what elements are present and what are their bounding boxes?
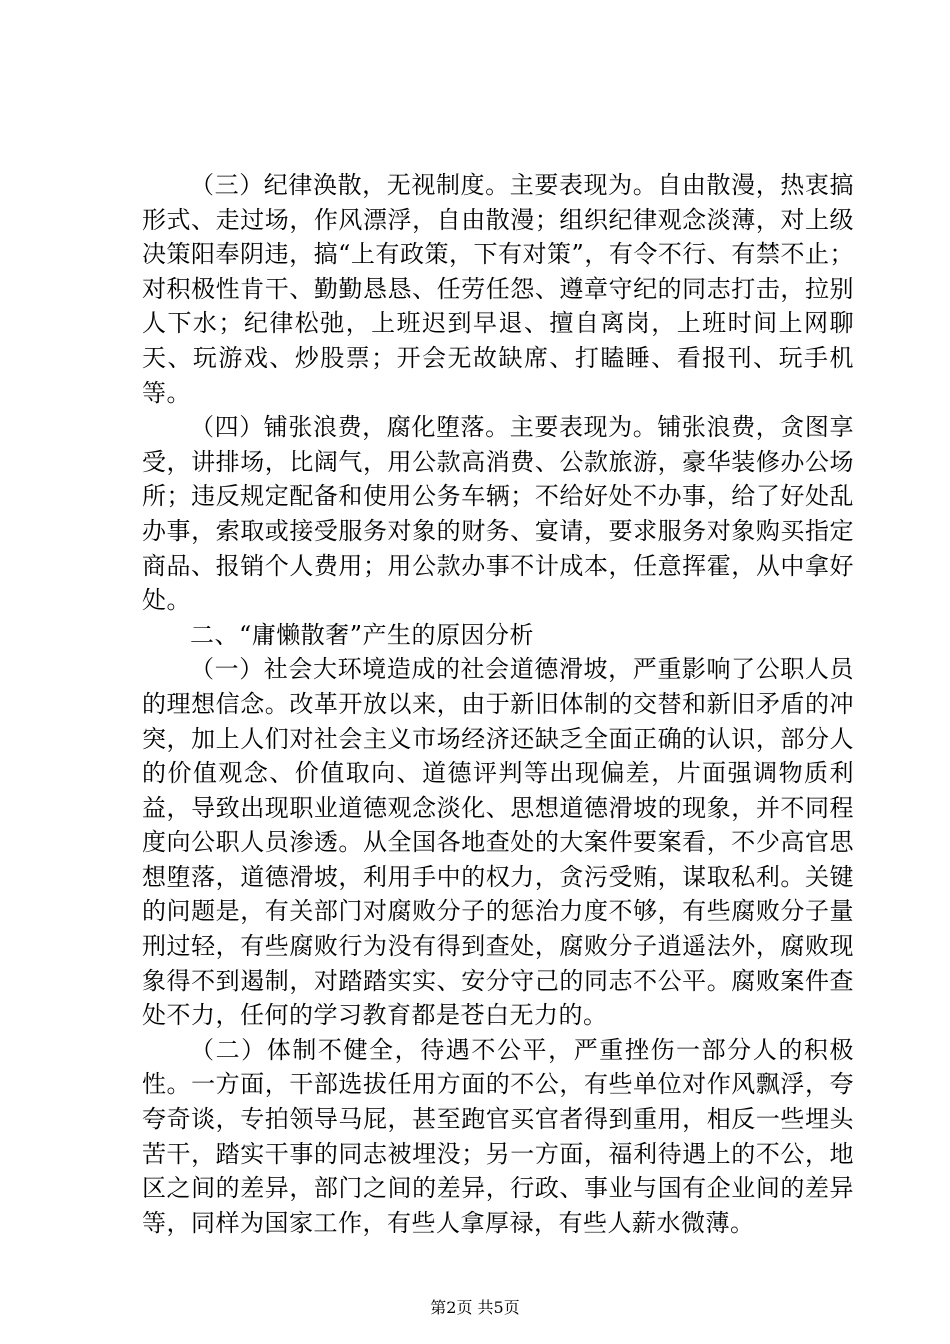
paragraph-discipline-lax: （三）纪律涣散，无视制度。主要表现为。自由散漫，热衷搞形式、走过场，作风漂浮，自由散漫；组织纪律观念淡薄，对上级决策阳奉阴违，搞“上有政策，下有对策”，有令不行、有禁不止；对积极性肯干、勤勤恳恳、任劳任怨、遵章守纪的同志打击，拉别人下水；纪律松弛，上班迟到早退、擅自离岗，上班时间上网聊天、玩游戏、炒股票；开会无故缺席、打瞌睡、看报刊、玩手机等。: [142, 171, 854, 407]
paragraph-social-environment: （一）社会大环境造成的社会道德滑坡，严重影响了公职人员的理想信念。改革开放以来，由于新旧体制的交替和新旧矛盾的冲突，加上人们对社会主义市场经济还缺乏全面正确的认识，部分人的价值观念、价值取向、道德评判等出现偏差，片面强调物质利益，导致出现职业道德观念淡化、思想道德滑坡的现象，并不同程度向公职人员渗透。从全国各地查处的大案件要案看，不少高官思想堕落，道德滑坡，利用手中的权力，贪污受贿，谋取私利。关键的问题是，有关部门对腐败分子的惩治力度不够，有些腐败分子量刑过轻，有些腐败行为没有得到查处，腐败分子逍遥法外，腐败现象得不到遏制，对踏踏实实、安分守己的同志不公平。腐败案件查处不力，任何的学习教育都是苍白无力的。: [142, 655, 854, 1030]
page-number-footer: 第2页 共5页: [430, 1298, 520, 1317]
paragraph-extravagance: （四）铺张浪费，腐化堕落。主要表现为。铺张浪费，贪图享受，讲排场，比阔气，用公款高消费、公款旅游，豪华装修办公场所；违反规定配备和使用公务车辆；不给好处不办事，给了好处乱办事，索取或接受服务对象的财务、宴请，要求服务对象购买指定商品、报销个人费用；用公款办事不计成本，任意挥霍，从中拿好处。: [142, 413, 854, 615]
section-heading-cause-analysis: 二、“庸懒散奢”产生的原因分析: [190, 620, 535, 649]
paragraph-system-unfair: （二）体制不健全，待遇不公平，严重挫伤一部分人的积极性。一方面，干部选拔任用方面的不公，有些单位对作风飘浮，夸夸奇谈，专拍领导马屁，甚至跑官买官者得到重用，相反一些埋头苦干，踏实干事的同志被埋没；另一方面，福利待遇上的不公，地区之间的差异，部门之间的差异，行政、事业与国有企业间的差异等，同样为国家工作，有些人拿厚禄，有些人薪水微薄。: [142, 1035, 854, 1237]
document-body: [142, 168, 854, 1240]
